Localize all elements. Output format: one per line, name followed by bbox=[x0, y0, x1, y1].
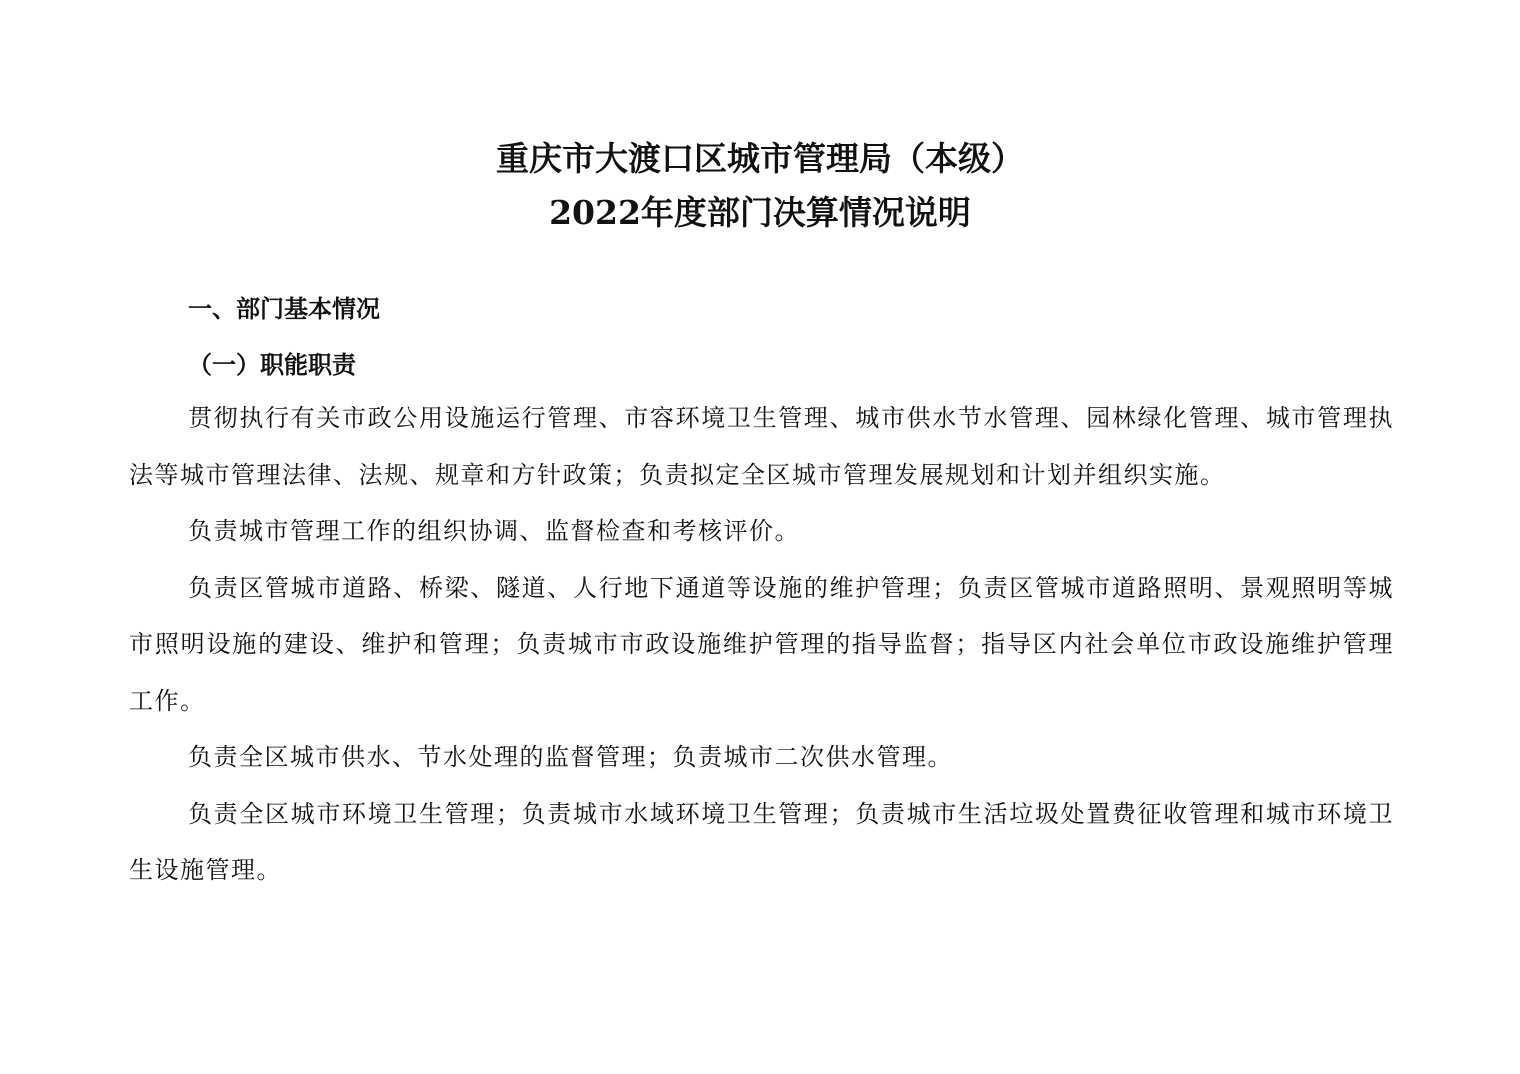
subsection-heading: （一）职能职责 bbox=[188, 351, 356, 379]
title-line-1: 重庆市大渡口区城市管理局（本级） bbox=[496, 139, 1024, 178]
title-line-2: 2022年度部门决算情况说明 bbox=[549, 193, 971, 232]
document-title bbox=[0, 132, 1520, 240]
paragraph-duties-policy: 贯彻执行有关市政公用设施运行管理、市容环境卫生管理、城市供水节水管理、园林绿化管理、城市管理执法等城市管理法律、法规、规章和方针政策；负责拟定全区城市管理发展规划和计划并组织实施。 bbox=[129, 404, 1394, 489]
paragraph-sanitation: 负责全区城市环境卫生管理；负责城市水域环境卫生管理；负责城市生活垃圾处置费征收管理和城市环境卫生设施管理。 bbox=[129, 799, 1394, 884]
paragraph-coordination: 负责城市管理工作的组织协调、监督检查和考核评价。 bbox=[188, 517, 800, 545]
paragraph-facilities: 负责区管城市道路、桥梁、隧道、人行地下通道等设施的维护管理；负责区管城市道路照明、景观照明等城市照明设施的建设、维护和管理；负责城市市政设施维护管理的指导监督；指导区内社会单位市政设施维护管理工作。 bbox=[129, 573, 1394, 715]
document-body bbox=[129, 390, 1394, 899]
section-heading: 一、部门基本情况 bbox=[188, 295, 380, 323]
paragraph-water-supply: 负责全区城市供水、节水处理的监督管理；负责城市二次供水管理。 bbox=[188, 743, 953, 771]
